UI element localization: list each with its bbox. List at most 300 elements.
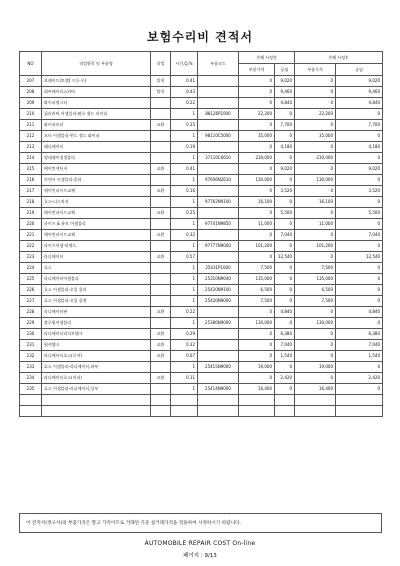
row-qty: 1 xyxy=(171,274,198,285)
row-work-type: 교환 xyxy=(151,373,171,384)
table-row xyxy=(20,351,383,362)
table-row xyxy=(20,164,383,175)
row-labor-before: 9,020 xyxy=(275,164,295,175)
row-parts-before: 16,100 xyxy=(239,197,275,208)
row-work-type: 교환 xyxy=(151,252,171,263)
row-labor-after: 9,460 xyxy=(336,87,383,98)
row-no: 231 xyxy=(20,340,42,351)
table-row xyxy=(20,406,383,417)
row-item-name: 빙데페이징셀블리 xyxy=(42,153,151,164)
row-work-type xyxy=(151,197,171,208)
row-labor-after: 0 xyxy=(336,263,383,274)
row-labor-before: 0 xyxy=(275,384,295,395)
row-labor-before: 7,700 xyxy=(275,120,295,131)
row-work-type: 교환 xyxy=(151,351,171,362)
row-parts-after: 0 xyxy=(295,186,336,197)
table-row xyxy=(20,307,383,318)
header-no: NO xyxy=(20,52,42,76)
row-work-type xyxy=(151,241,171,252)
row-item-name: 에어컨파이프교체 xyxy=(42,208,151,219)
table-row xyxy=(20,384,383,395)
table-row xyxy=(20,186,383,197)
row-item-name: 에어컨파이프교체 xyxy=(42,186,151,197)
table-row xyxy=(20,131,383,142)
table-row xyxy=(20,285,383,296)
row-qty: 0.41 xyxy=(171,164,198,175)
row-item-name: 라디에이터호스(어퍼) xyxy=(42,373,151,384)
row-item-name: 호스 어셈블리-오일 쿨링 xyxy=(42,296,151,307)
row-no: 233 xyxy=(20,362,42,373)
row-part-code: 97762N9100 xyxy=(198,197,239,208)
row-item-name: 콘덴서 어셈블리-쿨러 xyxy=(42,175,151,186)
row-qty: 1 xyxy=(171,197,198,208)
row-item-name: 에어컨센딘서 xyxy=(42,164,151,175)
row-no: 232 xyxy=(20,351,42,362)
table-row xyxy=(20,241,383,252)
row-labor-before: 12,540 xyxy=(275,252,295,263)
row-no: 207 xyxy=(20,76,42,87)
row-parts-before: 16,400 xyxy=(239,384,275,395)
row-no: 216 xyxy=(20,175,42,186)
row-labor-before: 0 xyxy=(275,318,295,329)
row-parts-after: 0 xyxy=(295,208,336,219)
row-parts-after: 6,500 xyxy=(295,285,336,296)
row-parts-after: 0 xyxy=(295,252,336,263)
row-labor-after: 0 xyxy=(336,296,383,307)
row-parts-before: 0 xyxy=(239,98,275,109)
table-row xyxy=(20,395,383,406)
row-labor-after: 0 xyxy=(336,109,383,120)
row-labor-before: 2,420 xyxy=(275,373,295,384)
row-item-name: 라디에이터 xyxy=(42,252,151,263)
row-work-type: 교환 xyxy=(151,164,171,175)
row-part-code: 97741N9850 xyxy=(198,219,239,230)
row-qty: 1 xyxy=(171,219,198,230)
row-qty: 0.41 xyxy=(171,76,198,87)
row-parts-before: 19,000 xyxy=(239,362,275,373)
row-labor-before: 0 xyxy=(275,153,295,164)
row-work-type: 교환 xyxy=(151,186,171,197)
row-qty: 1 xyxy=(171,153,198,164)
row-item-name: 보쉐이드(트랩) 프루-우) xyxy=(42,76,151,87)
row-labor-before: 4,180 xyxy=(275,142,295,153)
table-row xyxy=(20,340,383,351)
row-work-type xyxy=(151,296,171,307)
header-labor-after: 공임 xyxy=(336,64,383,76)
row-qty: 0.16 xyxy=(171,186,198,197)
row-parts-before: 0 xyxy=(239,373,275,384)
row-labor-before: 7,040 xyxy=(275,230,295,241)
row-part-code xyxy=(198,351,239,362)
row-work-type: 교환 xyxy=(151,329,171,340)
row-parts-before: 0 xyxy=(239,252,275,263)
page-number: 페이지 : 9/13 xyxy=(183,553,217,559)
header-parts-before: 부품가격 xyxy=(239,64,275,76)
row-work-type xyxy=(151,406,171,417)
row-labor-after: 7,040 xyxy=(336,230,383,241)
row-no: 209 xyxy=(20,98,42,109)
row-qty: 1 xyxy=(171,241,198,252)
row-parts-after: 135,000 xyxy=(295,274,336,285)
row-work-type xyxy=(151,153,171,164)
row-labor-after: 0 xyxy=(336,241,383,252)
footer-title: AUTOMOBILE REPAIR COST On-line xyxy=(144,540,256,547)
row-parts-before: 0 xyxy=(239,186,275,197)
row-labor-after: 7,700 xyxy=(336,120,383,131)
row-work-type xyxy=(151,263,171,274)
row-part-code: 25420N9000 xyxy=(198,296,239,307)
row-qty: 0.25 xyxy=(171,208,198,219)
row-work-type: 교환 xyxy=(151,340,171,351)
row-work-type xyxy=(151,384,171,395)
table-row xyxy=(20,252,383,263)
row-labor-after: 4,180 xyxy=(336,142,383,153)
row-parts-after: 130,000 xyxy=(295,318,336,329)
row-qty: 1 xyxy=(171,175,198,186)
row-parts-before: 0 xyxy=(239,329,275,340)
header-labor-before: 공임 xyxy=(275,64,295,76)
row-parts-after: 16,100 xyxy=(295,197,336,208)
row-parts-after: 7,500 xyxy=(295,296,336,307)
row-parts-after: 0 xyxy=(295,164,336,175)
table-row xyxy=(20,120,383,131)
row-qty: 0.11 xyxy=(171,373,198,384)
row-part-code xyxy=(198,186,239,197)
row-parts-before: 0 xyxy=(239,76,275,87)
row-qty: 1 xyxy=(171,285,198,296)
table-row xyxy=(20,153,383,164)
row-parts-after: 0 xyxy=(295,351,336,362)
row-item-name: 라디에이터리저브탱크 xyxy=(42,329,151,340)
row-item-name: 회씨메이브스커버 xyxy=(42,87,151,98)
row-labor-before xyxy=(275,406,295,417)
row-item-name: 호스 xyxy=(42,263,151,274)
row-labor-before: 1,540 xyxy=(275,351,295,362)
row-no: 226 xyxy=(20,285,42,296)
row-part-code: 25431P1000 xyxy=(198,263,239,274)
row-work-type: 교환 xyxy=(151,307,171,318)
row-labor-after: 0 xyxy=(336,153,383,164)
row-qty: 1 xyxy=(171,384,198,395)
row-labor-after: 0 xyxy=(336,131,383,142)
row-item-name: 라디에이터어셈블리 xyxy=(42,274,151,285)
row-labor-after: 2,420 xyxy=(336,373,383,384)
table-row xyxy=(20,208,383,219)
row-part-code: 25310N9040 xyxy=(198,274,239,285)
table-row xyxy=(20,98,383,109)
row-labor-before: 0 xyxy=(275,285,295,296)
row-parts-after: 130,000 xyxy=(295,175,336,186)
row-no: 215 xyxy=(20,164,42,175)
row-qty: 0.43 xyxy=(171,87,198,98)
row-qty: 1 xyxy=(171,109,198,120)
row-parts-before: 35,000 xyxy=(239,131,275,142)
row-part-code xyxy=(198,307,239,318)
row-item-name: 라디에이터호스(로어) xyxy=(42,351,151,362)
row-no: 228 xyxy=(20,307,42,318)
row-parts-after: 22,200 xyxy=(295,109,336,120)
row-labor-after: 0 xyxy=(336,219,383,230)
row-no: 219 xyxy=(20,208,42,219)
row-labor-after: 9,020 xyxy=(336,164,383,175)
row-qty: 1 xyxy=(171,362,198,373)
row-item-name: 와이퍼링크터 xyxy=(42,98,151,109)
row-part-code: 37110C6610 xyxy=(198,153,239,164)
row-no: 208 xyxy=(20,87,42,98)
row-no xyxy=(20,395,42,406)
row-parts-before: 0 xyxy=(239,164,275,175)
row-labor-before: 9,020 xyxy=(275,76,295,87)
row-item-name: 와이퍼모터 xyxy=(42,120,151,131)
table-row xyxy=(20,175,383,186)
row-part-code xyxy=(198,373,239,384)
row-work-type: 탈착 xyxy=(151,76,171,87)
header-before-adjust: 손해 사정전 xyxy=(239,52,295,64)
row-parts-after: 0 xyxy=(295,120,336,131)
header-parts-after: 부품가격 xyxy=(295,64,336,76)
row-parts-before xyxy=(239,395,275,406)
row-labor-before: 4,840 xyxy=(275,307,295,318)
row-labor-after: 0 xyxy=(336,285,383,296)
row-labor-before: 9,460 xyxy=(275,87,295,98)
row-no: 211 xyxy=(20,120,42,131)
row-parts-before: 7,500 xyxy=(239,296,275,307)
row-parts-before: 0 xyxy=(239,208,275,219)
row-part-code xyxy=(198,395,239,406)
row-no: 227 xyxy=(20,296,42,307)
row-work-type xyxy=(151,362,171,373)
row-labor-before: 0 xyxy=(275,219,295,230)
estimate-table xyxy=(19,51,383,417)
row-no: 223 xyxy=(20,252,42,263)
table-row xyxy=(20,373,383,384)
row-qty: 0.22 xyxy=(171,98,198,109)
header-code: 부품코드 xyxy=(198,52,239,76)
row-parts-before: 0 xyxy=(239,351,275,362)
row-labor-after: 7,040 xyxy=(336,340,383,351)
row-work-type: 교환 xyxy=(151,208,171,219)
row-work-type xyxy=(151,285,171,296)
row-labor-before: 0 xyxy=(275,362,295,373)
row-no: 218 xyxy=(20,197,42,208)
row-no: 230 xyxy=(20,329,42,340)
row-parts-after: 0 xyxy=(295,87,336,98)
row-labor-before: 0 xyxy=(275,263,295,274)
row-item-name: 래디에이터 xyxy=(42,142,151,153)
row-qty: 0.07 xyxy=(171,351,198,362)
row-part-code: 25380N9000 xyxy=(198,318,239,329)
table-row xyxy=(20,87,383,98)
row-part-code xyxy=(198,120,239,131)
row-labor-after: 0 xyxy=(336,175,383,186)
row-item-name: 호스-디스차지 xyxy=(42,197,151,208)
table-row xyxy=(20,362,383,373)
row-parts-before: 11,000 xyxy=(239,219,275,230)
row-part-code xyxy=(198,329,239,340)
row-parts-before: 230,000 xyxy=(239,153,275,164)
row-part-code xyxy=(198,406,239,417)
row-item-name: 파이프 & 튜브 어셈블리 xyxy=(42,219,151,230)
row-labor-before: 0 xyxy=(275,109,295,120)
row-part-code: 97606N2610 xyxy=(198,175,239,186)
table-row xyxy=(20,329,383,340)
row-parts-before: 130,000 xyxy=(239,318,275,329)
row-labor-after: 12,540 xyxy=(336,252,383,263)
row-qty: 0.57 xyxy=(171,252,198,263)
row-parts-after: 101,200 xyxy=(295,241,336,252)
row-qty: 1 xyxy=(171,263,198,274)
disclaimer-note: 이 견적서(정구서)의 부품가격은 향고 가격이므로 거래된 기준 실거래가격을 적용하여 사정하시기 바랍니다. xyxy=(19,513,382,533)
table-row xyxy=(20,318,383,329)
row-item-name: 호스 어셈블리-라디에이터,상부 xyxy=(42,384,151,395)
row-qty: 1 xyxy=(171,131,198,142)
row-no: 220 xyxy=(20,219,42,230)
table-row xyxy=(20,296,383,307)
row-labor-after xyxy=(336,395,383,406)
row-labor-before: 0 xyxy=(275,241,295,252)
row-work-type xyxy=(151,175,171,186)
row-part-code xyxy=(198,230,239,241)
row-part-code xyxy=(198,76,239,87)
row-part-code: 25414N9000 xyxy=(198,384,239,395)
row-labor-after: 5,500 xyxy=(336,208,383,219)
row-parts-after: 19,000 xyxy=(295,362,336,373)
row-parts-after: 0 xyxy=(295,230,336,241)
table-row xyxy=(20,142,383,153)
row-parts-after xyxy=(295,395,336,406)
table-row xyxy=(20,76,383,87)
table-row xyxy=(20,109,383,120)
row-qty: 0.29 xyxy=(171,329,198,340)
row-labor-before: 4,840 xyxy=(275,98,295,109)
row-labor-after xyxy=(336,406,383,417)
row-parts-after: 0 xyxy=(295,329,336,340)
row-work-type xyxy=(151,142,171,153)
row-labor-after: 9,020 xyxy=(336,76,383,87)
row-labor-after: 4,840 xyxy=(336,307,383,318)
row-labor-before xyxy=(275,395,295,406)
row-qty: 0.35 xyxy=(171,120,198,131)
row-no: 222 xyxy=(20,241,42,252)
row-labor-before: 0 xyxy=(275,274,295,285)
row-parts-after: 16,400 xyxy=(295,384,336,395)
table-row xyxy=(20,274,383,285)
row-item-name: 라디에이터판 xyxy=(42,307,151,318)
row-no: 210 xyxy=(20,109,42,120)
row-part-code xyxy=(198,98,239,109)
row-no: 224 xyxy=(20,263,42,274)
row-part-code xyxy=(198,142,239,153)
table-row xyxy=(20,197,383,208)
row-work-type xyxy=(151,395,171,406)
table-row xyxy=(20,263,383,274)
row-parts-before xyxy=(239,406,275,417)
row-parts-after: 0 xyxy=(295,373,336,384)
row-parts-after: 7,500 xyxy=(295,263,336,274)
row-labor-after: 0 xyxy=(336,274,383,285)
row-qty: 0.19 xyxy=(171,142,198,153)
row-parts-after: 0 xyxy=(295,142,336,153)
row-parts-before: 0 xyxy=(239,307,275,318)
header-qty: 시간,Q,% xyxy=(171,52,198,76)
row-parts-before: 0 xyxy=(239,120,275,131)
row-parts-before: 135,000 xyxy=(239,274,275,285)
row-labor-after: 0 xyxy=(336,362,383,373)
row-labor-before: 0 xyxy=(275,131,295,142)
row-qty xyxy=(171,406,198,417)
row-item-name: 모터 어셈블리-윈드 쉴드 와이퍼 xyxy=(42,131,151,142)
row-no: 229 xyxy=(20,318,42,329)
row-work-type xyxy=(151,274,171,285)
row-no: 217 xyxy=(20,186,42,197)
row-labor-after: 0 xyxy=(336,384,383,395)
row-labor-before: 7,040 xyxy=(275,340,295,351)
row-work-type xyxy=(151,98,171,109)
row-part-code xyxy=(198,87,239,98)
row-item-name: 워셔탱크 xyxy=(42,340,151,351)
row-part-code: 97777N9000 xyxy=(198,241,239,252)
row-work-type xyxy=(151,131,171,142)
row-parts-before: 0 xyxy=(239,142,275,153)
header-after-adjust: 손해 사정후 xyxy=(295,52,383,64)
header-work: 작업 xyxy=(151,52,171,76)
row-item-name: 호스 어셈블리-오일 쿨러 xyxy=(42,285,151,296)
row-qty: 0.22 xyxy=(171,307,198,318)
row-labor-before: 0 xyxy=(275,296,295,307)
row-labor-after: 0 xyxy=(336,318,383,329)
row-parts-after: 11,000 xyxy=(295,219,336,230)
row-labor-after: 0 xyxy=(336,197,383,208)
row-parts-before: 6,500 xyxy=(239,285,275,296)
row-labor-after: 6,380 xyxy=(336,329,383,340)
row-work-type: 교환 xyxy=(151,120,171,131)
page-title: 보험수리비 견적서 xyxy=(147,30,253,44)
row-part-code xyxy=(198,208,239,219)
row-work-type xyxy=(151,109,171,120)
table-row xyxy=(20,219,383,230)
row-part-code: 25415N9000 xyxy=(198,362,239,373)
row-work-type: 교환 xyxy=(151,230,171,241)
row-parts-after: 0 xyxy=(295,98,336,109)
row-labor-before: 6,380 xyxy=(275,329,295,340)
row-item-name: 필러커버.어셈블리-팜로 쉴드 라이더 xyxy=(42,109,151,120)
row-parts-after xyxy=(295,406,336,417)
row-work-type xyxy=(151,219,171,230)
row-item-name: 파이프어셈-리퀴드 xyxy=(42,241,151,252)
row-no: 221 xyxy=(20,230,42,241)
row-parts-before: 22,200 xyxy=(239,109,275,120)
row-part-code: 98110C5000 xyxy=(198,131,239,142)
row-labor-after: 3,520 xyxy=(336,186,383,197)
row-parts-before: 0 xyxy=(239,230,275,241)
row-parts-after: 35,000 xyxy=(295,131,336,142)
row-labor-before: 3,520 xyxy=(275,186,295,197)
row-parts-after: 230,000 xyxy=(295,153,336,164)
row-part-code: 88126P1000 xyxy=(198,109,239,120)
row-parts-before: 0 xyxy=(239,340,275,351)
row-part-code xyxy=(198,252,239,263)
row-item-name: 에어컨파이프교체 xyxy=(42,230,151,241)
row-no: 234 xyxy=(20,373,42,384)
row-qty: 0.32 xyxy=(171,340,198,351)
row-qty: 0.32 xyxy=(171,230,198,241)
row-part-code xyxy=(198,164,239,175)
row-parts-before: 0 xyxy=(239,87,275,98)
row-labor-before: 0 xyxy=(275,197,295,208)
table-row xyxy=(20,230,383,241)
row-qty: 1 xyxy=(171,318,198,329)
row-no xyxy=(20,406,42,417)
